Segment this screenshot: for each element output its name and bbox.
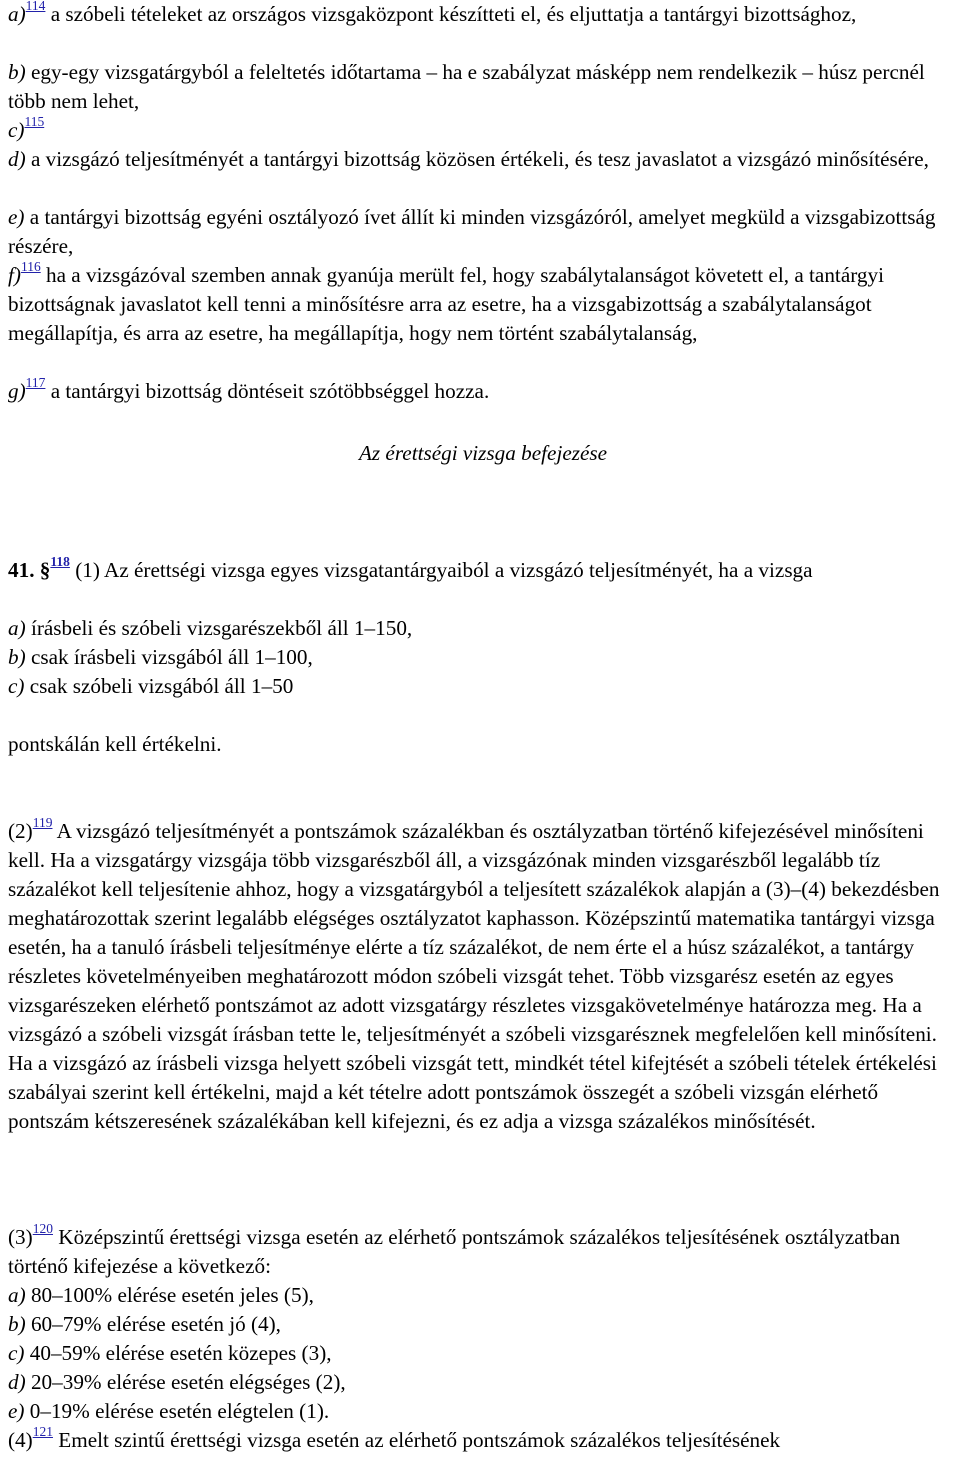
grade-item-a [8,1281,958,1310]
paragraph-label: (2) [8,819,33,843]
paragraph-4 [8,1426,958,1455]
section-41-intro [8,556,958,585]
grade-item-c [8,1339,958,1368]
section-41-closing: pontskálán kell értékelni. [8,732,222,756]
footnote-link-115[interactable]: 115 [24,114,45,129]
footnote-link-116[interactable]: 116 [20,259,41,274]
item-letter: c) [8,674,25,698]
footnote-link-118[interactable]: 118 [50,554,70,569]
item-text: a tantárgyi bizottság egyéni osztályozó ívet állít ki minden vizsgázóról, amelyet megküld a vizsgabizottság részére, [8,205,936,258]
item-letter: a) [8,616,26,640]
grade-item-d [8,1368,958,1397]
item-letter: a) [8,2,26,26]
item-text: a szóbeli tételeket az országos vizsgaközpont készítteti el, és eljuttatja a tantárgyi bizottsághoz, [45,2,857,26]
item-letter: a) [8,1283,26,1307]
grade-item-e [8,1397,958,1426]
section-41-item-a [8,614,958,643]
item-letter: b) [8,60,26,84]
footnote-link-119[interactable]: 119 [32,815,53,830]
item-text: 80–100% elérése esetén jeles (5), [25,1283,314,1307]
item-text: ha a vizsgázóval szemben annak gyanúja merült fel, hogy szabálytalanságot követett el, a tantárgyi bizottságnak javaslatot kell tenni a minősítésre arra az esetre, ha a vizsgabizottság a szabálytalanságot megállapítja, és arra az esetre, ha megállapítja, hogy nem történt szabálytalanság, [8,263,884,345]
item-text: csak szóbeli vizsgából áll 1–50 [24,674,294,698]
footnote-link-121[interactable]: 121 [32,1424,53,1439]
item-text: a vizsgázó teljesítményét a tantárgyi bizottság közösen értékeli, és tesz javaslatot a vizsgázó minősítésére, [25,147,929,171]
list-item-b [8,58,958,116]
list-item-d [8,145,958,174]
item-text: írásbeli és szóbeli vizsgarészekből áll 1–150, [25,616,413,640]
section-intro-text: (1) Az érettségi vizsga egyes vizsgatantárgyaiból a vizsgázó teljesítményét, ha a vizsga [69,558,813,582]
item-letter: d) [8,147,26,171]
paragraph-label: (4) [8,1428,33,1452]
grade-item-b [8,1310,958,1339]
list-item-a [8,0,958,29]
item-text: 40–59% elérése esetén közepes (3), [24,1341,332,1365]
list-item-g [8,377,958,406]
section-heading: Az érettségi vizsga befejezése [358,441,608,465]
item-text: egy-egy vizsgatárgyból a feleltetés időtartama – ha e szabályzat másképp nem rendelkezik – húsz percnél több nem lehet, [8,60,925,113]
list-item-c [8,116,958,145]
paragraph-text: A vizsgázó teljesítményét a pontszámok százalékban és osztályzatban történő kifejezésével minősíteni kell. Ha a vizsgatárgy vizsgája több vizsgarészből áll, a vizsgázónak minden vizsgarészből legalább tíz százalékot kell teljesítenie ahhoz, hogy a vizsgatárgyból a teljesített százalékok alapján a (3)–(4) bekezdésben meghatározottak szerint legalább elégséges osztályzatot kaphasson. Középszintű matematika tantárgyi vizsga esetén, ha a tanuló írásbeli teljesítménye elérte a tíz százalékot, de nem érte el a húsz százalékot, a tantárgy részletes követelményeiben meghatározott módon szóbeli vizsgát tehet. Több vizsgarész esetén az egyes vizsgarészeken elérhető pontszámot az adott vizsgatárgy részletes vizsgakövetelménye határozza meg. Ha a vizsgázó a szóbeli vizsgát írásban tette le, teljesítményét a szóbeli vizsgarésznek megfelelően kell minősíteni. Ha a vizsgázó az írásbeli vizsga helyett szóbeli vizsgát tett, mindkét tétel kifejtését a szóbeli tételek értékelési szabályai szerint kell értékelni, majd a két tételre adott pontszámok összegét a szóbeli vizsgán elérhető pontszám kétszeresének százalékában kell kifejezni, és ez adja a vizsga százalékos minősítését. [8,819,940,1133]
footnote-link-120[interactable]: 120 [32,1221,53,1236]
list-item-f [8,261,958,348]
footnote-link-114[interactable]: 114 [25,0,46,13]
paragraph-label: (3) [8,1225,33,1249]
section-number: 41. [8,558,35,582]
item-text: csak írásbeli vizsgából áll 1–100, [25,645,313,669]
item-text: a tantárgyi bizottság döntéseit szótöbbséggel hozza. [45,379,490,403]
item-letter: d) [8,1370,26,1394]
item-letter: f) [8,263,21,287]
item-text: 0–19% elérése esetén elégtelen (1). [24,1399,330,1423]
item-letter: b) [8,1312,26,1336]
item-text: 60–79% elérése esetén jó (4), [25,1312,281,1336]
section-41-item-c [8,672,958,701]
item-letter: c) [8,118,25,142]
item-letter: b) [8,645,26,669]
section-41-item-b [8,643,958,672]
item-text: 20–39% elérése esetén elégséges (2), [25,1370,346,1394]
list-item-e [8,203,958,261]
footnote-link-117[interactable]: 117 [25,375,46,390]
paragraph-2 [8,817,958,1136]
item-letter: e) [8,205,25,229]
paragraph-3 [8,1223,958,1281]
paragraph-text: Emelt szintű érettségi vizsga esetén az elérhető pontszámok százalékos teljesítésének [52,1428,781,1452]
item-letter: e) [8,1399,25,1423]
item-letter: g) [8,379,26,403]
paragraph-sign: § [39,558,51,582]
paragraph-text: Középszintű érettségi vizsga esetén az elérhető pontszámok százalékos teljesítésének osztályzatban történő kifejezése a következő: [8,1225,901,1278]
item-letter: c) [8,1341,25,1365]
